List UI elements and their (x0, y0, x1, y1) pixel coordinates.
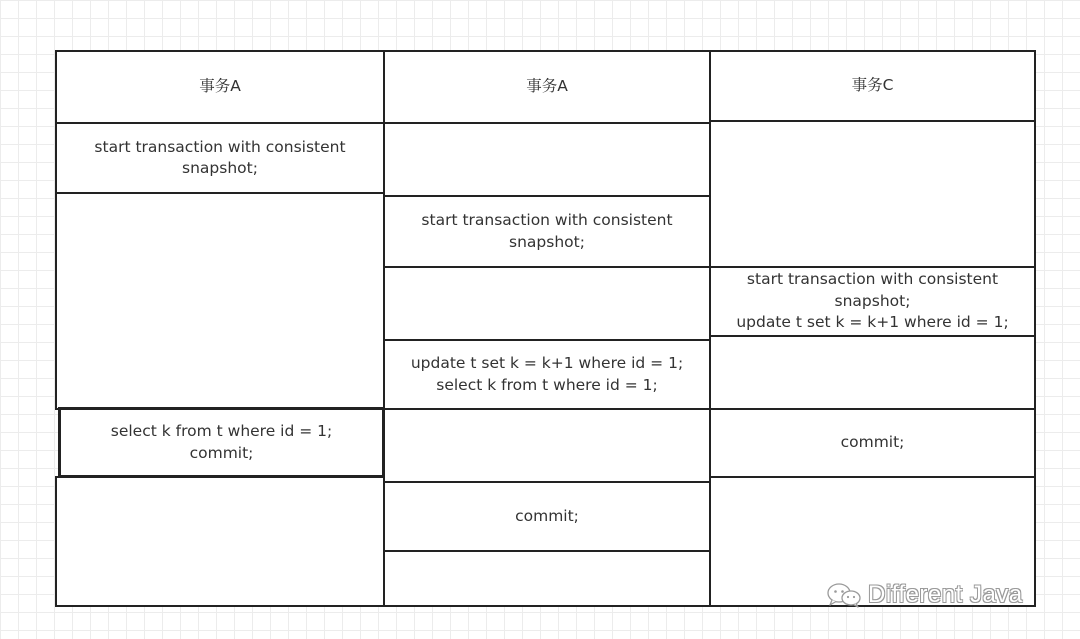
header-label: 事务A (199, 77, 241, 96)
col1-empty-cell (55, 476, 385, 607)
cell-text: start transaction with consistent snapshot; (421, 211, 673, 251)
col1-start-transaction-cell (55, 122, 385, 194)
cell-text: commit; (840, 433, 905, 452)
header-label: 事务C (851, 76, 894, 95)
cell-text: start transaction with consistent snapshot; (94, 137, 346, 177)
wechat-icon (826, 582, 862, 608)
cell-text: select k from t where id = 1; commit; (110, 422, 333, 462)
col1-empty-cell (55, 192, 385, 410)
col3-start-update-cell (709, 266, 1036, 337)
col1-select-commit-cell (58, 407, 385, 478)
col2-empty-cell (383, 122, 711, 197)
cell-text: commit; (515, 506, 579, 525)
col2-commit-cell (383, 481, 711, 552)
col2-update-select-cell (383, 339, 711, 410)
col3-commit-cell (709, 408, 1036, 478)
watermark (826, 580, 1023, 610)
col2-empty-cell (383, 408, 711, 483)
header-transaction-a-1 (55, 50, 385, 124)
col2-start-transaction-cell (383, 195, 711, 268)
header-label: 事务A (526, 77, 568, 96)
header-transaction-c (709, 50, 1036, 122)
header-transaction-a-2 (383, 50, 711, 124)
cell-text: update t set k = k+1 where id = 1; select k from t where id = 1; (410, 354, 684, 394)
col3-empty-cell (709, 335, 1036, 410)
col2-empty-cell (383, 550, 711, 607)
col2-empty-cell (383, 266, 711, 341)
cell-text: start transaction with consistent snapshot; update t set k = k+1 where id = 1; (736, 270, 1009, 332)
watermark-text: Different Java (868, 581, 1023, 608)
col3-empty-cell (709, 120, 1036, 268)
